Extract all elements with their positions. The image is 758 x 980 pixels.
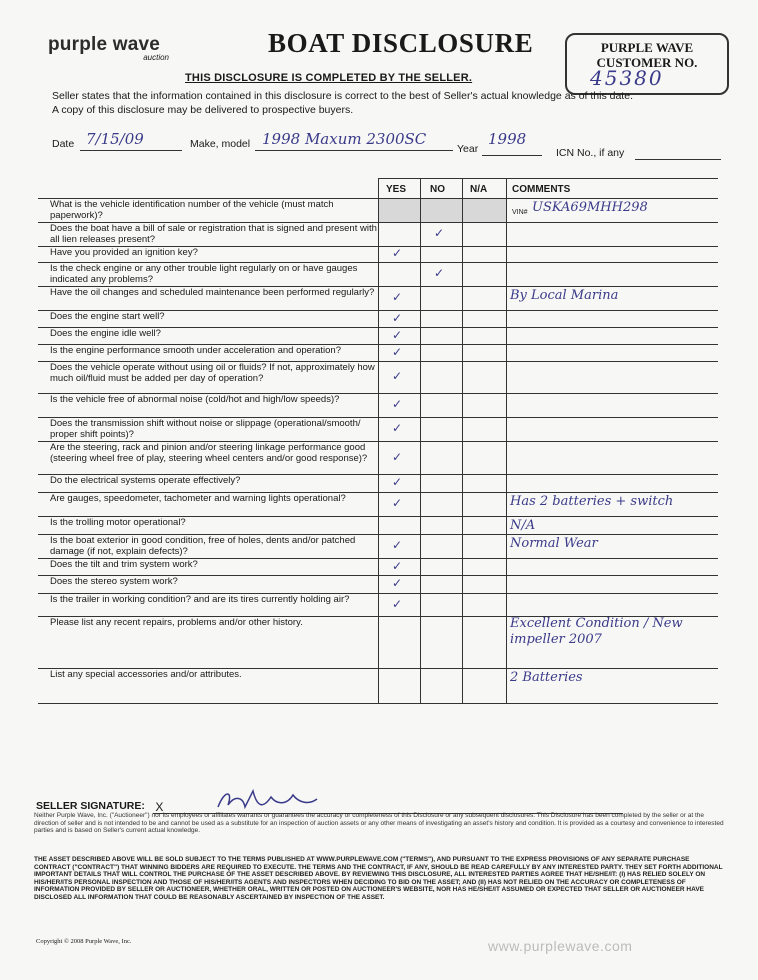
checkbox-yes[interactable]: ✓ [392,475,403,489]
make-model-field[interactable]: 1998 Maxum 2300SC [262,130,427,148]
purple-wave-logo [48,34,183,62]
disclaimer-paragraph: Neither Purple Wave, Inc. ("Auctioneer") nor its employees or affiliates warrants or guarantees the accuracy or completeness of this Disclosure or any subsequent disclosures. This Disclosure has been completed by the seller or at the direction of seller and is not intended to be and cannot be used as a substitute for an inspection of auction assets or any other means of investigating an asset's history and condition. It is provided as a courtesy and convenience to interested parties and is based on Seller's current actual knowledge. [34,812,724,834]
col-header-no: NO [430,184,445,195]
question-text: Does the tilt and trim system work? [50,559,198,570]
logo-text: purple wave [48,34,161,55]
year-label: Year [457,143,479,155]
question-text: Is the boat exterior in good condition, free of holes, dents and/or patched damage (if not, explain defects)? [50,535,356,557]
terms-paragraph: THE ASSET DESCRIBED ABOVE WILL BE SOLD SUBJECT TO THE TERMS PUBLISHED AT WWW.PURPLEWAVE.COM ("TERMS"), AND PURSUANT TO THE EXPRESS PROVISIONS OF ANY SEPARATE PURCHASE CONTRACT ("CONTRACT") THAT WINNING BIDDERS ARE REQUIRED TO EXECUTE. THE TERMS AND THE CONTRACT, IF ANY, SHOULD BE READ CAREFULLY BY ANY INTERESTED PARTY. THEY SET FORTH ADDITIONAL IMPORTANT DETAILS THAT WILL CONTROL THE PURCHASE OF THE ASSET DESCRIBED ABOVE. BY REVIEWING THIS DISCLOSURE, ALL INTERESTED PARTIES AGREE THAT HE/SHE/IT: (I) HAS RELIED SOLELY ON HIS/HER/ITS PERSONAL INSPECTION AND THOSE OF HIS/HER/ITS AGENTS AND INSPECTORS WHEN DECIDING TO BID ON THE ASSET; AND (II) HAS NOT RELIED ON THE ACCURACY OR COMPLETENESS OF INFORMATION PROVIDED BY SELLER OR AUCTIONEER, WHETHER ORAL, WRITTEN OR POSTED ON AUCTIONEER'S WEBSITE, NOR HAS HE/SHE/IT ASSUMED OR EXPECTED THAT SELLER OR AUCTIONEER HAVE DISCLOSED ALL INFORMATION THAT COULD BE REASONABLY ASCERTAINED BY INSPECTION OF THE ASSET. [34,856,723,901]
icn-line [635,159,721,160]
checkbox-yes[interactable]: ✓ [392,538,403,552]
header-top-border [378,178,718,179]
checkbox-yes[interactable]: ✓ [392,421,403,435]
comment-field[interactable]: USKA69MHH298 [532,200,648,215]
col-header-na: N/A [470,184,488,195]
question-text: Have you provided an ignition key? [50,247,198,258]
date-line [80,150,182,151]
vin-row-shade [378,198,506,222]
question-table [38,178,718,790]
comment-field[interactable]: 2 Batteries [510,670,583,685]
make-model-label: Make, model [190,138,251,150]
column-divider [420,178,421,703]
question-text: Does the stereo system work? [50,576,178,587]
checkbox-yes[interactable]: ✓ [392,496,403,510]
copyright: Copyright © 2008 Purple Wave, Inc. [36,938,132,945]
checkbox-yes[interactable]: ✓ [392,397,403,411]
website-url[interactable]: www.purplewave.com [488,938,633,954]
question-text: Does the engine idle well? [50,328,161,339]
checkbox-yes[interactable]: ✓ [392,369,403,383]
checkbox-yes[interactable]: ✓ [392,310,403,325]
checkbox-yes[interactable]: ✓ [392,246,403,260]
question-text: Are the steering, rack and pinion and/or steering linkage performance good (steering wheel free of play, steering wheel centers and/or good response)? [50,442,368,464]
col-header-comments: COMMENTS [512,184,571,195]
icn-label: ICN No., if any [556,147,625,159]
checkbox-yes[interactable]: ✓ [392,449,403,464]
checkbox-yes[interactable]: ✓ [392,290,403,304]
signature-scribble [213,787,323,815]
page-title: BOAT DISCLOSURE [268,28,534,58]
col-header-yes: YES [386,184,407,195]
column-divider [378,178,379,703]
question-text: Do the electrical systems operate effectively? [50,475,241,486]
year-line [482,155,542,156]
comment-field[interactable]: Excellent Condition / New impeller 2007 [510,616,683,647]
question-text: What is the vehicle identification number of the vehicle (must match paperwork)? [50,199,334,221]
checkbox-yes[interactable]: ✓ [392,558,403,573]
question-text: Is the trailer in working condition? and are its tires currently holding air? [50,594,350,605]
comment-field[interactable]: By Local Marina [510,288,619,303]
make-model-line [255,150,453,151]
comment-field[interactable]: N/A [510,518,536,533]
comment-field[interactable]: Has 2 batteries + switch [510,494,674,509]
question-text: Is the engine performance smooth under acceleration and operation? [50,345,341,356]
question-text: Does the transmission shift without noise or slippage (operational/smooth/ proper shift points)? [50,418,361,440]
question-text: Is the check engine or any other trouble light regularly on or have gauges indicated any problems? [50,263,358,285]
customer-number[interactable]: 45380 [590,66,664,90]
statement-line-2: A copy of this disclosure may be delivered to prospective buyers. [52,104,354,116]
question-text: List any special accessories and/or attributes. [50,669,242,680]
statement-line-1: Seller states that the information contained in this disclosure is correct to the best of Seller's actual knowledge as of this date. [52,90,633,102]
question-text: Does the engine start well? [50,311,165,322]
question-text: Are gauges, speedometer, tachometer and warning lights operational? [50,493,346,504]
signature-x-mark: X [155,800,164,814]
checkbox-no[interactable]: ✓ [434,226,445,240]
column-divider [506,178,507,703]
checkbox-yes[interactable]: ✓ [392,596,403,611]
signature-label: SELLER SIGNATURE: [36,800,145,812]
checkbox-yes[interactable]: ✓ [392,327,403,342]
question-text: Does the boat have a bill of sale or registration that is signed and present with all lien releases present? [50,223,377,245]
checkbox-yes[interactable]: ✓ [392,576,403,590]
vin-label: VIN# [512,209,528,216]
page-subtitle: THIS DISCLOSURE IS COMPLETED BY THE SELLER. [185,72,473,84]
date-label: Date [52,138,75,150]
checkbox-no[interactable]: ✓ [434,266,445,280]
year-field[interactable]: 1998 [488,130,527,148]
question-text: Is the trolling motor operational? [50,517,186,528]
question-text: Is the vehicle free of abnormal noise (cold/hot and high/low speeds)? [50,394,340,405]
question-text: Please list any recent repairs, problems and/or other history. [50,617,303,628]
question-text: Does the vehicle operate without using oil or fluids? If not, approximately how much oil/fluid must be added per day of operation? [50,362,375,384]
customer-box-label-2: CUSTOMER NO. [596,55,698,70]
comment-field[interactable]: Normal Wear [510,536,598,551]
date-field[interactable]: 7/15/09 [86,130,144,148]
checkbox-yes[interactable]: ✓ [392,344,403,359]
question-text: Have the oil changes and scheduled maintenance been performed regularly? [50,287,375,298]
row-divider [38,703,718,704]
logo-subtext: auction [143,53,169,62]
customer-box-label-1: PURPLE WAVE [600,40,694,55]
column-divider [462,178,463,703]
